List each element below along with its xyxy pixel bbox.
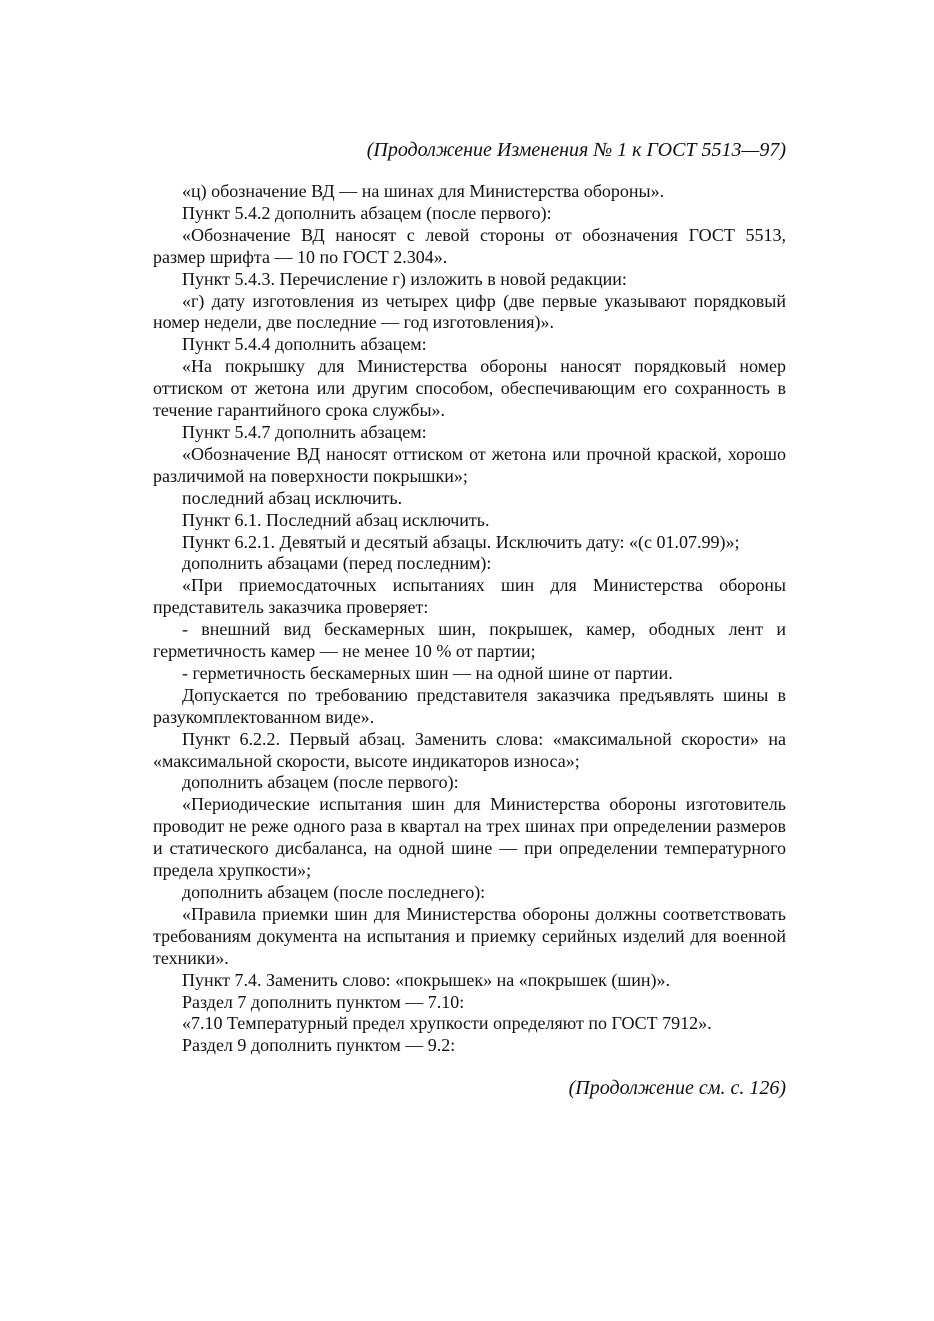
paragraph: «Обозначение ВД наносят оттиском от жетона или прочной краской, хорошо различимой на поверхности покрышки»; (153, 443, 786, 486)
continuation-footer: (Продолжение см. с. 126) (568, 1077, 786, 1099)
continuation-header: (Продолжение Изменения № 1 к ГОСТ 5513—97) (366, 139, 786, 161)
paragraph: Пункт 7.4. Заменить слово: «покрышек» на «покрышек (шин)». (182, 969, 670, 990)
paragraph: дополнить абзацем (после последнего): (182, 882, 486, 902)
paragraph: Допускается по требованию представителя заказчика предъявлять шины в разукомплектованном виде». (153, 684, 786, 727)
paragraph: Пункт 6.1. Последний абзац исключить. (182, 509, 490, 530)
paragraph: «Периодические испытания шин для Министерства обороны изготовитель проводит не реже одного раза в квартал на трех шинах при определении размеров и статического дисбаланса, на одной шине — при определении температурного предела хрупкости»; (153, 794, 786, 881)
paragraph: «ц) обозначение ВД — на шинах для Министерства обороны». (182, 181, 665, 201)
paragraph: Пункт 6.2.2. Первый абзац. Заменить слова: «максимальной скорости» на «максимальной скорости, высоте индикаторов износа»; (153, 728, 786, 771)
paragraph: «г) дату изготовления из четырех цифр (две первые указывают порядковый номер недели, две последние — год изготовления)». (153, 290, 786, 333)
paragraph: Пункт 5.4.7 дополнить абзацем: (182, 421, 427, 442)
paragraph: дополнить абзацами (перед последним): (182, 553, 492, 574)
paragraph: «Правила приемки шин для Министерства обороны должны соответствовать требованиям документа на испытания и приемку серийных изделий для военной техники». (153, 903, 786, 968)
paragraph: Пункт 5.4.2 дополнить абзацем (после первого): (182, 202, 552, 223)
paragraph: «На покрышку для Министерства обороны наносят порядковый номер оттиском от жетона или другим способом, обеспечивающим его сохранность в течение гарантийного срока службы». (153, 356, 786, 421)
paragraph: «Обозначение ВД наносят с левой стороны от обозначения ГОСТ 5513, размер шрифта — 10 по ГОСТ 2.304». (153, 224, 786, 267)
paragraph: Раздел 7 дополнить пунктом — 7.10: (182, 991, 465, 1012)
paragraph: дополнить абзацем (после первого): (182, 772, 459, 793)
paragraph: Раздел 9 дополнить пунктом — 9.2: (182, 1035, 456, 1056)
paragraph: «7.10 Температурный предел хрупкости определяют по ГОСТ 7912». (182, 1013, 712, 1034)
paragraph: Пункт 6.2.1. Девятый и десятый абзацы. Исключить дату: «(с 01.07.99)»; (182, 531, 740, 552)
document-body (153, 181, 786, 1057)
paragraph: последний абзац исключить. (182, 487, 403, 508)
paragraph: «При приемосдаточных испытаниях шин для Министерства обороны представитель заказчика проверяет: (153, 575, 786, 618)
paragraph: Пункт 5.4.4 дополнить абзацем: (182, 334, 427, 355)
paragraph: - внешний вид бескамерных шин, покрышек, камер, ободных лент и герметичность камер — не менее 10 % от партии; (153, 619, 786, 662)
paragraph: - герметичность бескамерных шин — на одной шине от партии. (182, 662, 673, 683)
paragraph: Пункт 5.4.3. Перечисление г) изложить в новой редакции: (182, 268, 627, 289)
